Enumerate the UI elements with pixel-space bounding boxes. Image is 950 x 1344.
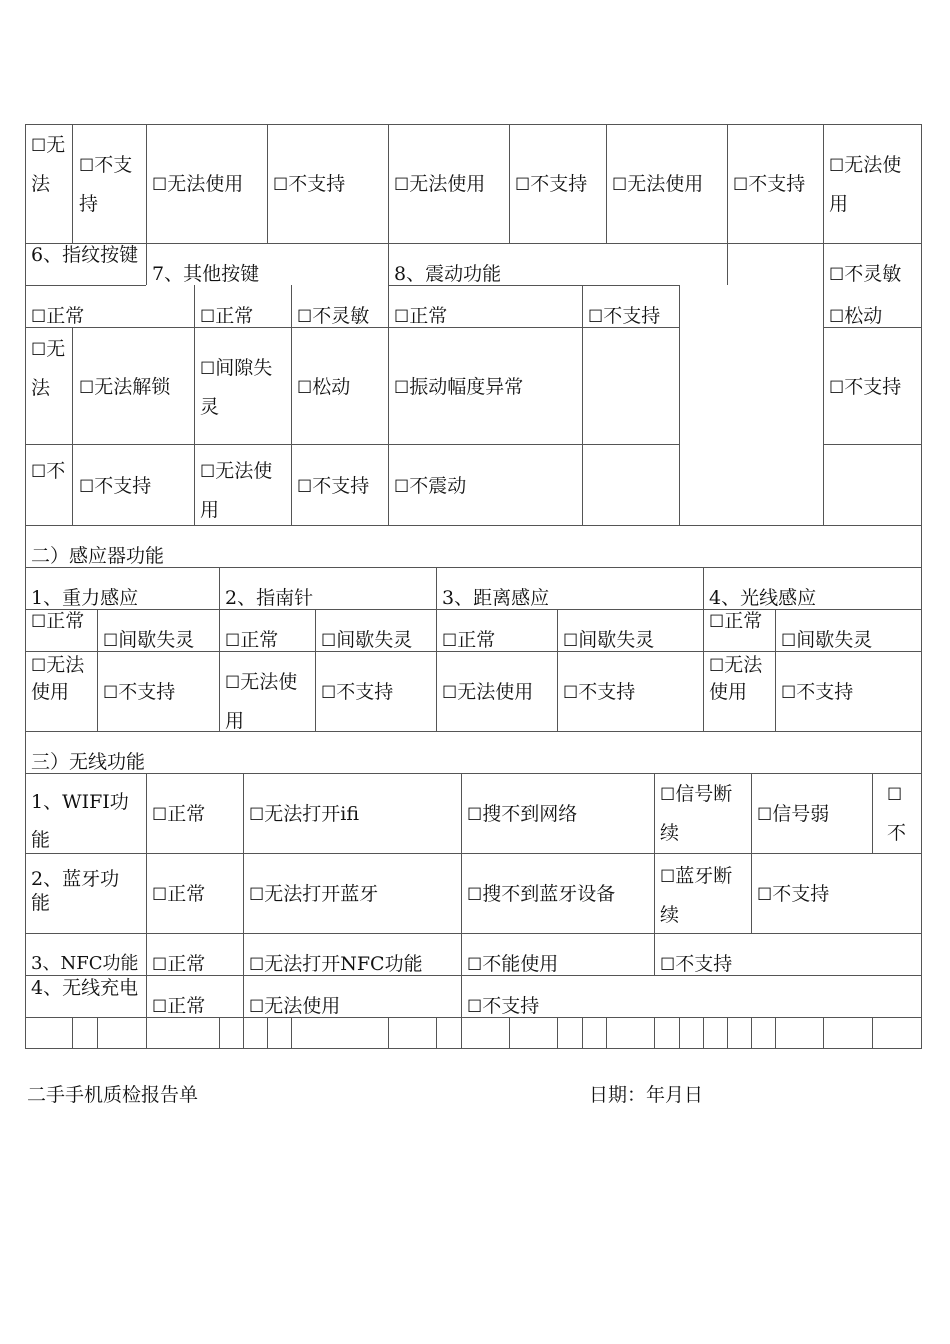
grid-line <box>703 567 704 731</box>
checkbox-option[interactable]: ☐无法使用 <box>612 173 704 195</box>
grid-line <box>582 1017 583 1048</box>
wifi-label: 1、WIFI功能 <box>31 791 129 851</box>
checkbox-option[interactable]: ☐不支持 <box>515 173 588 195</box>
checkbox-icon[interactable]: ☐ <box>588 307 604 327</box>
checkbox-icon[interactable]: ☐ <box>563 631 579 651</box>
checkbox-icon[interactable]: ☐ <box>321 631 337 651</box>
checkbox-icon[interactable]: ☐ <box>31 136 47 156</box>
grid-line <box>751 773 752 933</box>
grid-line <box>727 1017 728 1048</box>
grid-line <box>219 567 220 731</box>
checkbox-icon[interactable]: ☐ <box>152 997 168 1017</box>
grid-line <box>823 243 824 525</box>
grid-line <box>703 1017 704 1048</box>
checkbox-icon[interactable]: ☐ <box>467 955 483 975</box>
checkbox-option[interactable]: ☐不支持 <box>660 953 733 975</box>
checkbox-icon[interactable]: ☐ <box>781 683 797 703</box>
checkbox-option[interactable]: ☐正常 <box>31 305 85 327</box>
checkbox-option[interactable]: ☐无法使用 <box>152 173 244 195</box>
grid-line <box>25 243 922 244</box>
checkbox-icon[interactable]: ☐ <box>394 307 410 327</box>
checkbox-icon[interactable]: ☐ <box>152 175 168 195</box>
checkbox-icon[interactable]: ☐ <box>829 265 845 285</box>
checkbox-option[interactable]: ☐搜不到网络 <box>467 803 578 825</box>
checkbox-icon[interactable]: ☐ <box>467 805 483 825</box>
checkbox-icon[interactable]: ☐ <box>200 359 216 379</box>
grid-line <box>25 285 146 286</box>
grid-line <box>219 1017 220 1048</box>
date-label: 日期：年月日 <box>589 1084 704 1106</box>
checkbox-option[interactable]: ☐不支持 <box>79 154 133 215</box>
checkbox-option[interactable]: ☐不支持 <box>757 883 830 905</box>
checkbox-option[interactable]: ☐不 <box>887 785 907 844</box>
checkbox-icon[interactable]: ☐ <box>79 156 95 176</box>
checkbox-icon[interactable]: ☐ <box>829 156 845 176</box>
grid-line <box>751 1017 752 1048</box>
checkbox-option[interactable]: ☐不灵敏 <box>297 305 370 327</box>
checkbox-icon[interactable]: ☐ <box>709 656 725 676</box>
checkbox-option[interactable]: ☐不 <box>31 460 66 482</box>
checkbox-option[interactable]: ☐无法打开蓝牙 <box>249 883 379 905</box>
checkbox-option[interactable]: ☐间隙失灵 <box>200 357 273 418</box>
grid-line <box>388 124 389 243</box>
checkbox-icon[interactable]: ☐ <box>31 462 47 482</box>
checkbox-option[interactable]: ☐松动 <box>297 376 351 398</box>
fingerprint-heading: 6、指纹按键 <box>31 244 139 266</box>
checkbox-option[interactable]: ☐正常 <box>152 995 206 1017</box>
checkbox-icon[interactable]: ☐ <box>709 612 725 632</box>
wireless-charging-label: 4、无线充电 <box>31 977 139 999</box>
grid-line <box>679 1017 680 1048</box>
checkbox-icon[interactable]: ☐ <box>733 175 749 195</box>
grid-line <box>461 773 462 1017</box>
checkbox-option[interactable]: ☐搜不到蓝牙设备 <box>467 883 616 905</box>
grid-line <box>315 609 316 731</box>
checkbox-icon[interactable]: ☐ <box>442 683 458 703</box>
grid-line <box>146 773 147 1017</box>
checkbox-option[interactable]: ☐松动 <box>829 305 883 327</box>
checkbox-option[interactable]: ☐正常 <box>152 803 206 825</box>
grid-line <box>97 609 98 731</box>
grid-line <box>72 1017 73 1048</box>
checkbox-icon[interactable]: ☐ <box>31 612 47 632</box>
checkbox-option[interactable]: ☐振动幅度异常 <box>394 376 524 398</box>
checkbox-icon[interactable]: ☐ <box>887 785 903 805</box>
grid-line <box>25 1048 922 1049</box>
checkbox-icon[interactable]: ☐ <box>103 683 119 703</box>
checkbox-option[interactable]: ☐无法 <box>31 134 66 195</box>
grid-line <box>72 124 73 243</box>
checkbox-option[interactable]: ☐正常 <box>442 629 496 651</box>
checkbox-option[interactable]: ☐不支持 <box>321 681 394 703</box>
checkbox-option[interactable]: ☐间歇失灵 <box>781 629 873 651</box>
checkbox-icon[interactable]: ☐ <box>660 955 676 975</box>
checkbox-option[interactable]: ☐不灵敏 <box>829 263 902 285</box>
grid-line <box>727 124 728 243</box>
grid-line <box>557 1017 558 1048</box>
checkbox-option[interactable]: ☐无法 <box>31 338 66 399</box>
checkbox-icon[interactable]: ☐ <box>829 307 845 327</box>
vibration-heading: 8、震动功能 <box>394 263 502 285</box>
checkbox-icon[interactable]: ☐ <box>563 683 579 703</box>
checkbox-icon[interactable]: ☐ <box>467 997 483 1017</box>
grid-line <box>654 1017 655 1048</box>
grid-line <box>146 243 147 285</box>
grid-line <box>775 609 776 731</box>
grid-line <box>679 285 680 525</box>
checkbox-option[interactable]: ☐无法使用 <box>249 995 341 1017</box>
checkbox-icon[interactable]: ☐ <box>79 477 95 497</box>
grid-line <box>654 773 655 975</box>
checkbox-icon[interactable]: ☐ <box>225 631 241 651</box>
grid-line <box>267 124 268 243</box>
other-keys-heading: 7、其他按键 <box>152 263 260 285</box>
grid-line <box>291 285 292 525</box>
checkbox-option[interactable]: ☐无法使用 <box>829 154 902 215</box>
sensor-heading: 4、光线感应 <box>709 587 817 609</box>
table-border-right <box>921 124 922 1048</box>
checkbox-option[interactable]: ☐不能使用 <box>467 953 559 975</box>
checkbox-icon[interactable]: ☐ <box>467 885 483 905</box>
grid-line <box>436 567 437 731</box>
grid-line <box>388 1017 389 1048</box>
checkbox-option[interactable]: ☐不支持 <box>467 995 540 1017</box>
checkbox-option[interactable]: ☐无法使用 <box>709 654 763 703</box>
checkbox-icon[interactable]: ☐ <box>249 997 265 1017</box>
checkbox-option[interactable]: ☐不支持 <box>79 475 152 497</box>
sensor-heading: 3、距离感应 <box>442 587 550 609</box>
checkbox-icon[interactable]: ☐ <box>394 175 410 195</box>
checkbox-option[interactable]: ☐正常 <box>200 305 254 327</box>
checkbox-option[interactable]: ☐不支持 <box>733 173 806 195</box>
grid-line <box>582 285 583 525</box>
checkbox-option[interactable]: ☐不支持 <box>829 376 902 398</box>
checkbox-icon[interactable]: ☐ <box>249 955 265 975</box>
grid-line <box>72 327 73 525</box>
grid-line <box>194 285 195 525</box>
checkbox-option[interactable]: ☐不支持 <box>588 305 661 327</box>
checkbox-icon[interactable]: ☐ <box>297 378 313 398</box>
checkbox-option[interactable]: ☐间歇失灵 <box>103 629 195 651</box>
checkbox-option[interactable]: ☐不支持 <box>103 681 176 703</box>
grid-line <box>146 124 147 243</box>
checkbox-icon[interactable]: ☐ <box>660 785 676 805</box>
checkbox-icon[interactable]: ☐ <box>31 656 47 676</box>
grid-line <box>97 1017 98 1048</box>
checkbox-icon[interactable]: ☐ <box>200 307 216 327</box>
checkbox-option[interactable]: ☐无法使用 <box>200 460 273 521</box>
checkbox-option[interactable]: ☐无法使用 <box>442 681 534 703</box>
checkbox-option[interactable]: ☐正常 <box>225 629 279 651</box>
checkbox-icon[interactable]: ☐ <box>515 175 531 195</box>
checkbox-icon[interactable]: ☐ <box>225 673 241 693</box>
checkbox-option[interactable]: ☐无法解锁 <box>79 376 171 398</box>
checkbox-option[interactable]: ☐无法打开NFC功能 <box>249 953 423 975</box>
checkbox-option[interactable]: ☐无法打开ifi <box>249 803 359 825</box>
table-border-left <box>25 124 26 1048</box>
checkbox-option[interactable]: ☐正常 <box>709 610 763 632</box>
grid-line <box>25 773 922 774</box>
checkbox-option[interactable]: ☐不支持 <box>563 681 636 703</box>
checkbox-option[interactable]: ☐蓝牙断续 <box>660 865 733 926</box>
wireless-section-title: 三）无线功能 <box>31 751 146 773</box>
checkbox-icon[interactable]: ☐ <box>273 175 289 195</box>
checkbox-option[interactable]: ☐不支持 <box>273 173 346 195</box>
checkbox-icon[interactable]: ☐ <box>321 683 337 703</box>
checkbox-icon[interactable]: ☐ <box>394 477 410 497</box>
sensor-heading: 1、重力感应 <box>31 587 139 609</box>
sensors-section-title: 二）感应器功能 <box>31 545 165 567</box>
checkbox-icon[interactable]: ☐ <box>757 885 773 905</box>
checkbox-option[interactable]: ☐正常 <box>394 305 448 327</box>
grid-line <box>509 124 510 243</box>
checkbox-icon[interactable]: ☐ <box>442 631 458 651</box>
checkbox-option[interactable]: ☐不支持 <box>781 681 854 703</box>
grid-line <box>25 444 679 445</box>
grid-line <box>823 124 824 243</box>
grid-line <box>823 444 922 445</box>
checkbox-icon[interactable]: ☐ <box>31 307 47 327</box>
checkbox-option[interactable]: ☐正常 <box>152 883 206 905</box>
grid-line <box>243 1017 244 1048</box>
checkbox-option[interactable]: ☐间歇失灵 <box>321 629 413 651</box>
grid-line <box>388 285 389 525</box>
grid-line <box>461 1017 462 1048</box>
checkbox-option[interactable]: ☐无法使用 <box>225 671 298 732</box>
checkbox-icon[interactable]: ☐ <box>152 805 168 825</box>
grid-line <box>25 853 922 854</box>
grid-line <box>606 1017 607 1048</box>
document-title: 二手手机质检报告单 <box>27 1084 199 1106</box>
checkbox-option[interactable]: ☐无法使用 <box>394 173 486 195</box>
grid-line <box>146 1017 147 1048</box>
grid-line <box>823 1017 824 1048</box>
grid-line <box>775 1017 776 1048</box>
checkbox-icon[interactable]: ☐ <box>152 885 168 905</box>
grid-line <box>25 933 922 934</box>
grid-line <box>872 773 873 853</box>
grid-line <box>557 609 558 731</box>
grid-line <box>872 1017 873 1048</box>
checkbox-icon[interactable]: ☐ <box>249 885 265 905</box>
grid-line <box>25 124 922 125</box>
checkbox-icon[interactable]: ☐ <box>612 175 628 195</box>
grid-line <box>25 731 922 732</box>
checkbox-icon[interactable]: ☐ <box>660 867 676 887</box>
checkbox-icon[interactable]: ☐ <box>200 462 216 482</box>
checkbox-icon[interactable]: ☐ <box>79 378 95 398</box>
checkbox-icon[interactable]: ☐ <box>297 477 313 497</box>
checkbox-icon[interactable]: ☐ <box>297 307 313 327</box>
checkbox-option[interactable]: ☐无法使用 <box>31 654 85 703</box>
checkbox-icon[interactable]: ☐ <box>829 378 845 398</box>
checkbox-icon[interactable]: ☐ <box>394 378 410 398</box>
grid-line <box>727 243 728 285</box>
checkbox-option[interactable]: ☐不支持 <box>297 475 370 497</box>
sensor-heading: 2、指南针 <box>225 587 314 609</box>
checkbox-icon[interactable]: ☐ <box>757 805 773 825</box>
checkbox-option[interactable]: ☐信号弱 <box>757 803 830 825</box>
bluetooth-label: 2、蓝牙功能 <box>31 868 120 914</box>
checkbox-option[interactable]: ☐正常 <box>31 610 85 632</box>
checkbox-icon[interactable]: ☐ <box>31 340 47 360</box>
grid-line <box>25 525 922 526</box>
checkbox-icon[interactable]: ☐ <box>103 631 119 651</box>
checkbox-option[interactable]: ☐正常 <box>152 953 206 975</box>
checkbox-icon[interactable]: ☐ <box>781 631 797 651</box>
checkbox-option[interactable]: ☐不震动 <box>394 475 467 497</box>
grid-line <box>436 1017 437 1048</box>
grid-line <box>606 124 607 243</box>
nfc-label: 3、NFC功能 <box>31 953 139 974</box>
grid-line <box>243 773 244 1017</box>
checkbox-icon[interactable]: ☐ <box>249 805 265 825</box>
checkbox-option[interactable]: ☐信号断续 <box>660 783 733 844</box>
grid-line <box>388 243 389 285</box>
checkbox-option[interactable]: ☐间歇失灵 <box>563 629 655 651</box>
checkbox-icon[interactable]: ☐ <box>152 955 168 975</box>
